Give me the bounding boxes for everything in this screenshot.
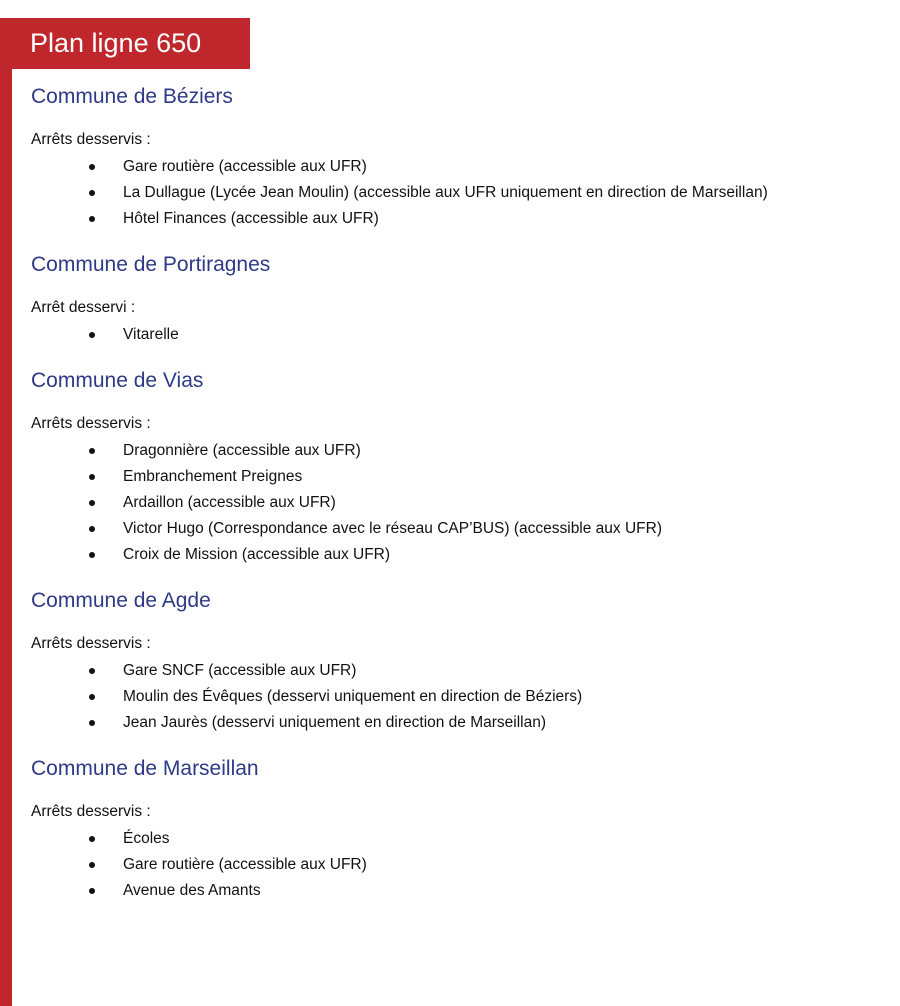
stop-item	[31, 516, 891, 542]
stops-list	[31, 658, 891, 736]
bullet-icon	[89, 888, 95, 894]
stop-name: Hôtel Finances (accessible aux UFR)	[123, 210, 379, 227]
stop-item	[31, 826, 891, 852]
stops-label: Arrêts desservis :	[31, 415, 151, 432]
bullet-icon	[89, 448, 95, 454]
stops-label: Arrêts desservis :	[31, 131, 151, 148]
bullet-icon	[89, 862, 95, 868]
stop-item	[31, 206, 891, 232]
bullet-icon	[89, 164, 95, 170]
stop-name: Écoles	[123, 830, 170, 847]
commune-section-marseillan	[31, 753, 891, 904]
bullet-icon	[89, 552, 95, 558]
stop-item	[31, 852, 891, 878]
stop-item	[31, 180, 891, 206]
stop-name: Moulin des Évêques (desservi uniquement en direction de Béziers)	[123, 688, 583, 705]
commune-heading: Commune de Béziers	[31, 85, 233, 108]
stops-list	[31, 826, 891, 904]
page-title: Plan ligne 650	[0, 18, 250, 69]
stop-name: Embranchement Preignes	[123, 468, 303, 485]
stop-name: Croix de Mission (accessible aux UFR)	[123, 546, 391, 563]
stop-name: Ardaillon (accessible aux UFR)	[123, 494, 336, 511]
stop-name: Gare routière (accessible aux UFR)	[123, 158, 367, 175]
commune-heading: Commune de Agde	[31, 589, 211, 612]
stop-name: Avenue des Amants	[123, 882, 261, 899]
commune-heading: Commune de Vias	[31, 369, 204, 392]
stop-name: Vitarelle	[123, 326, 179, 343]
stop-item	[31, 658, 891, 684]
stop-item	[31, 878, 891, 904]
bullet-icon	[89, 694, 95, 700]
bullet-icon	[89, 332, 95, 338]
commune-section-agde	[31, 585, 891, 736]
stop-name: La Dullague (Lycée Jean Moulin) (accessible aux UFR uniquement en direction de Marseillan)	[123, 184, 768, 201]
stops-list	[31, 322, 891, 348]
stop-item	[31, 322, 891, 348]
stop-name: Dragonnière (accessible aux UFR)	[123, 442, 361, 459]
stop-item	[31, 542, 891, 568]
commune-section-portiragnes	[31, 249, 891, 348]
bullet-icon	[89, 190, 95, 196]
commune-section-beziers	[31, 81, 891, 232]
commune-list	[31, 81, 891, 904]
stop-name: Jean Jaurès (desservi uniquement en direction de Marseillan)	[123, 714, 547, 731]
stops-label: Arrêts desservis :	[31, 635, 151, 652]
stop-item	[31, 154, 891, 180]
commune-heading: Commune de Marseillan	[31, 757, 259, 780]
stop-name: Gare routière (accessible aux UFR)	[123, 856, 367, 873]
stop-item	[31, 464, 891, 490]
bullet-icon	[89, 668, 95, 674]
stop-name: Victor Hugo (Correspondance avec le réseau CAP’BUS) (accessible aux UFR)	[123, 520, 662, 537]
bullet-icon	[89, 500, 95, 506]
stops-list	[31, 438, 891, 568]
stop-name: Gare SNCF (accessible aux UFR)	[123, 662, 357, 679]
stop-item	[31, 438, 891, 464]
stops-list	[31, 154, 891, 232]
bullet-icon	[89, 836, 95, 842]
stops-label: Arrêts desservis :	[31, 803, 151, 820]
bullet-icon	[89, 216, 95, 222]
bullet-icon	[89, 526, 95, 532]
commune-heading: Commune de Portiragnes	[31, 253, 271, 276]
left-accent-bar	[0, 18, 12, 1006]
stops-label: Arrêt desservi :	[31, 299, 136, 316]
stop-item	[31, 684, 891, 710]
commune-section-vias	[31, 365, 891, 568]
bullet-icon	[89, 720, 95, 726]
bullet-icon	[89, 474, 95, 480]
stop-item	[31, 710, 891, 736]
stop-item	[31, 490, 891, 516]
